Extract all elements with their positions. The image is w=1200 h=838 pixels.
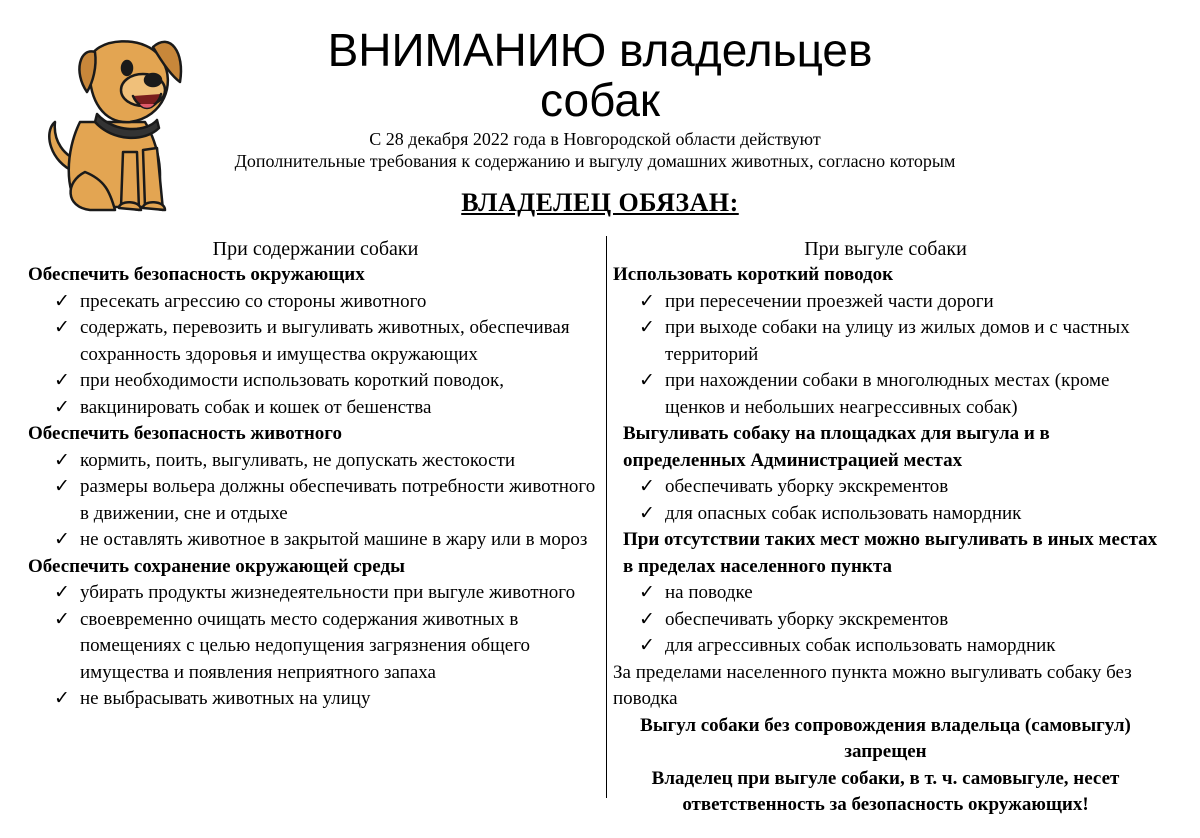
intro-text bbox=[150, 128, 1040, 172]
list-item bbox=[613, 633, 1158, 660]
list-item-text: при нахождении собаки в многолюдных местах (кроме щенков и небольших неагрессивных собак) bbox=[665, 370, 1110, 418]
list-item-text: содержать, перевозить и выгуливать животных, обеспечивая сохранность здоровья и имущества окружающих bbox=[80, 317, 570, 365]
check-icon: ✓ bbox=[639, 476, 655, 497]
keeping-column-title: При содержании собаки bbox=[212, 238, 419, 260]
list-item-text: для опасных собак использовать намордник bbox=[665, 502, 1022, 524]
list-item bbox=[613, 501, 1158, 528]
column-divider bbox=[606, 236, 607, 798]
page-title bbox=[190, 25, 1010, 125]
title-line-1: ВНИМАНИЮ владельцев bbox=[327, 24, 873, 76]
check-icon: ✓ bbox=[639, 635, 655, 656]
check-icon: ✓ bbox=[639, 370, 655, 391]
list-item bbox=[28, 395, 603, 422]
list-item-text: вакцинировать собак и кошек от бешенства bbox=[80, 396, 432, 418]
list-item-text: обеспечивать уборку экскрементов bbox=[665, 476, 949, 497]
list-item-text: при пересечении проезжей части дороги bbox=[665, 290, 994, 312]
list-item bbox=[28, 474, 603, 527]
list-item bbox=[613, 368, 1158, 421]
list-item bbox=[613, 474, 1158, 501]
section-heading: Обеспечить безопасность животного bbox=[28, 423, 342, 444]
walking-column-title: При выгуле собаки bbox=[804, 238, 967, 260]
list-item-text: убирать продукты жизнедеятельности при выгуле животного bbox=[80, 582, 576, 603]
check-icon: ✓ bbox=[54, 449, 70, 471]
owner-responsibility-note: Владелец при выгуле собаки, в т. ч. самовыгуле, несет ответственность за безопасность окружающих! bbox=[651, 767, 1120, 815]
section-heading: Обеспечить безопасность окружающих bbox=[28, 264, 365, 285]
check-icon: ✓ bbox=[54, 608, 70, 630]
list-item-text: при выходе собаки на улицу из жилых домов и с частных территорий bbox=[665, 317, 1130, 365]
section-heading: Обеспечить сохранение окружающей среды bbox=[28, 555, 405, 577]
check-icon: ✓ bbox=[54, 476, 70, 497]
list-item bbox=[28, 315, 603, 368]
check-icon: ✓ bbox=[639, 582, 655, 603]
list-item-text: своевременно очищать место содержания животных в помещениях с целью недопущения загрязнения общего имущества и появления неприятного запаха bbox=[80, 608, 531, 683]
owner-obliged-heading: ВЛАДЕЛЕЦ ОБЯЗАН: bbox=[461, 188, 739, 217]
check-icon: ✓ bbox=[639, 608, 655, 630]
title-line-2: собак bbox=[539, 74, 661, 126]
list-item bbox=[28, 527, 603, 554]
section-heading: При отсутствии таких мест можно выгуливать в иных местах в пределах населенного пункта bbox=[623, 529, 1158, 577]
list-item-text: кормить, поить, выгуливать, не допускать жестокости bbox=[80, 449, 516, 471]
walking-column bbox=[613, 236, 1158, 819]
check-icon: ✓ bbox=[54, 582, 70, 603]
list-item bbox=[613, 289, 1158, 316]
check-icon: ✓ bbox=[639, 290, 655, 312]
list-item bbox=[28, 580, 603, 607]
section-heading: Использовать короткий поводок bbox=[613, 264, 894, 285]
list-item bbox=[613, 315, 1158, 368]
list-item-text: обеспечивать уборку экскрементов bbox=[665, 608, 949, 630]
check-icon: ✓ bbox=[54, 370, 70, 391]
list-item-text: размеры вольера должны обеспечивать потребности животного в движении, сне и отдыхе bbox=[80, 476, 596, 524]
list-item bbox=[28, 607, 603, 687]
outside-settlement-note: За пределами населенного пункта можно выгуливать собаку без поводка bbox=[613, 661, 1132, 709]
list-item bbox=[28, 686, 603, 713]
list-item-text: не выбрасывать животных на улицу bbox=[80, 688, 371, 709]
check-icon: ✓ bbox=[54, 396, 70, 418]
intro-line-2: Дополнительные требования к содержанию и выгулу домашних животных, согласно которым bbox=[234, 151, 956, 171]
list-item-text: не оставлять животное в закрытой машине в жару или в мороз bbox=[80, 529, 588, 550]
list-item bbox=[28, 289, 603, 316]
list-item-text: для агрессивных собак использовать намордник bbox=[665, 635, 1056, 656]
keeping-column bbox=[28, 236, 603, 713]
list-item-text: пресекать агрессию со стороны животного bbox=[80, 290, 427, 312]
list-item bbox=[613, 607, 1158, 634]
list-item bbox=[28, 368, 603, 395]
list-item bbox=[613, 580, 1158, 607]
list-item-text: при необходимости использовать короткий поводок, bbox=[80, 370, 505, 391]
check-icon: ✓ bbox=[54, 529, 70, 550]
check-icon: ✓ bbox=[639, 317, 655, 338]
section-heading: Выгуливать собаку на площадках для выгула и в определенных Администрацией местах bbox=[623, 423, 1050, 471]
check-icon: ✓ bbox=[54, 317, 70, 338]
check-icon: ✓ bbox=[639, 502, 655, 524]
self-walking-ban: Выгул собаки без сопровождения владельца (самовыгул) запрещен bbox=[640, 714, 1131, 762]
check-icon: ✓ bbox=[54, 290, 70, 312]
list-item-text: на поводке bbox=[665, 582, 753, 603]
list-item bbox=[28, 448, 603, 475]
intro-line-1: С 28 декабря 2022 года в Новгородской области действуют bbox=[369, 129, 821, 149]
check-icon: ✓ bbox=[54, 688, 70, 709]
